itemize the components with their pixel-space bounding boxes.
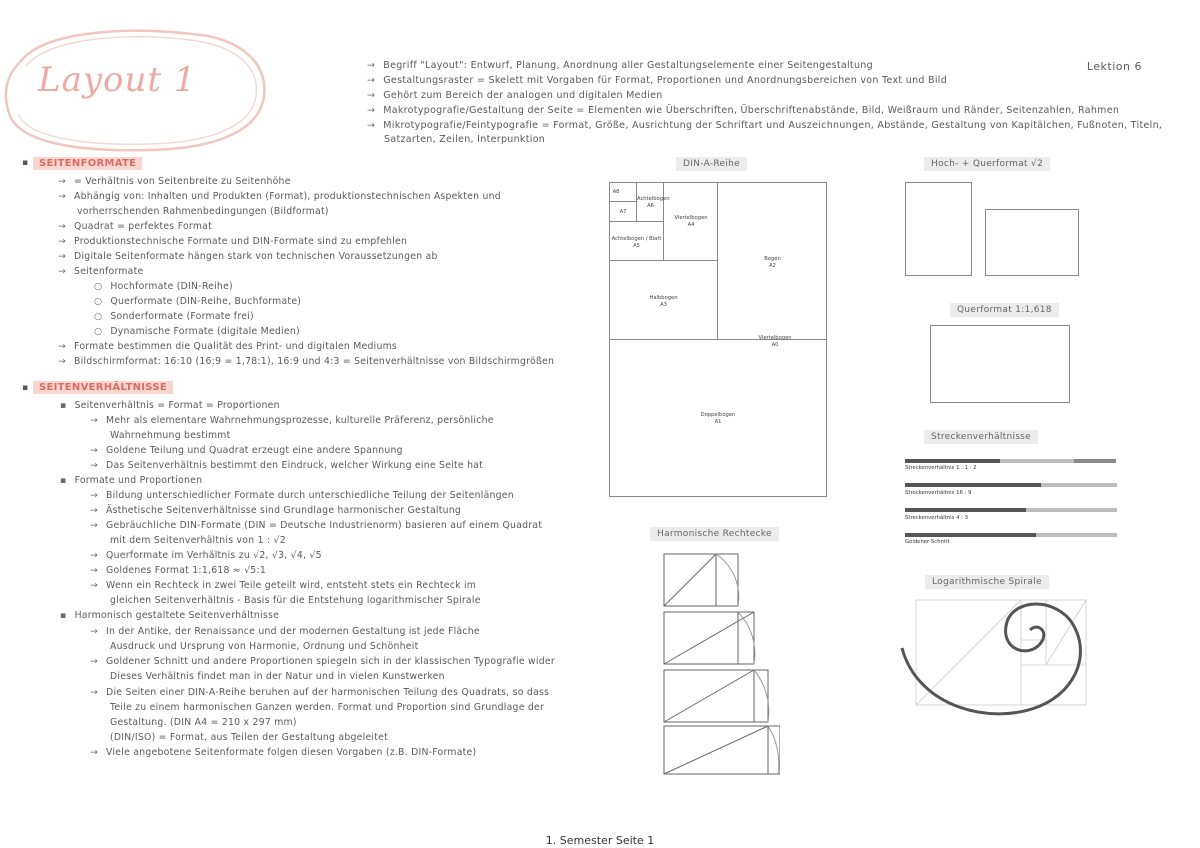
bar-label: Streckenverhältnis 1 : 1 : 2 [905,465,977,471]
golden-spiral-drawing [900,598,1090,728]
bar-row-3 [905,508,1117,512]
note-line: → Quadrat = perfektes Format [58,221,212,232]
bar-segment [905,508,1026,512]
note-line: → Digitale Seitenformate hängen stark von technischen Voraussetzungen ab [58,251,438,262]
note-line: → Produktionstechnische Formate und DIN-Formate sind zu empfehlen [58,236,408,247]
note-line: ▪ Harmonisch gestaltete Seitenverhältnisse [60,610,280,621]
hoch-querformat-label: Hoch- + Querformat √2 [924,157,1050,171]
note-line: → Gebräuchliche DIN-Formate (DIN = Deutsche Industrienorm) basieren auf einem Quadrat [90,520,543,531]
note-line: ○ Hochformate (DIN-Reihe) [94,281,233,292]
section-heading-seitenverhaeltnisse: SEITENVERHÄLTNISSE [33,381,173,394]
bar-segment [1000,459,1074,463]
note-line: → In der Antike, der Renaissance und der modernen Gestaltung ist jede Fläche [90,626,480,637]
streckenverhaeltnisse-label: Streckenverhältnisse [924,430,1038,444]
note-line: Ausdruck und Ursprung von Harmonie, Ordnung und Schönheit [110,641,419,652]
bar-segment [905,533,1036,537]
note-line: ○ Sonderformate (Formate frei) [94,311,254,322]
din-label: Achtelbogen A6 [637,196,670,209]
note-line: Teile zu einem harmonischen Ganzen werden. Format und Proportion sind Grundlage der [110,702,545,713]
note-line: → Abhängig von: Inhalten und Produkten (Format), produktionstechnischen Aspekten und [58,191,501,202]
note-line: → Bildschirmformat: 16:10 (16:9 = 1,78:1), 16:9 und 4:3 = Seitenverhältnisse von Bildschirmgrößen [58,356,555,367]
note-line: → Querformate im Verhältnis zu √2, √3, √4, √5 [90,550,322,561]
din-label: A7 [619,209,627,215]
bullet-icon: ▪ [22,383,29,393]
note-line: → Viele angebotene Seitenformate folgen diesen Vorgaben (z.B. DIN-Formate) [90,747,477,758]
harmonic-rectangles-drawing [660,552,780,778]
din-label: Halbbogen A3 [649,295,678,308]
page-footer: 1. Semester Seite 1 [545,834,655,847]
note-line: Wahrnehmung bestimmt [110,430,231,441]
hochformat-rect [905,182,972,276]
bar-segment [1041,483,1117,487]
header-note: → Makrotypografie/Gestaltung der Seite = Elementen wie Überschriften, Überschriftenabstände, Bild, Weißraum und Ränder, Seitenzahlen, Rahmen [367,105,1120,116]
note-line: vorherrschenden Rahmenbedingungen (Bildformat) [77,206,329,217]
note-line: → Bildung unterschiedlicher Formate durch unterschiedliche Teilung der Seitenlängen [90,490,514,501]
din-label: Viertelbogen A4 [674,215,708,228]
din-reihe-label: DIN-A-Reihe [676,157,747,171]
note-line: → Goldener Schnitt und andere Proportionen spiegeln sich in der klassischen Typografie wider [90,656,555,667]
note-line: → Die Seiten einer DIN-A-Reihe beruhen auf der harmonischen Teilung des Quadrats, so dass [90,687,550,698]
note-line: → Wenn ein Rechteck in zwei Teile geteilt wird, entsteht stets ein Rechteck im [90,580,477,591]
header-note: → Mikrotypografie/Feintypografie = Format, Größe, Ausrichtung der Schriftart und Auszeichnungen, Abstände, Gestaltung von Kapitälchen, Fußnoten, Titeln, [367,120,1163,131]
din-label: Viertelbogen A0 [758,335,792,348]
note-line: Dieses Verhältnis findet man in der Natur und in vielen Kunstwerken [110,671,445,682]
bar-row-4 [905,533,1117,537]
note-line: (DIN/ISO) = Format, aus Teilen der Gestaltung abgeleitet [110,732,389,743]
spirale-label: Logarithmische Spirale [925,575,1049,589]
note-line: → Goldene Teilung und Quadrat erzeugt eine andere Spannung [90,445,403,456]
bar-row-1 [905,459,1117,463]
note-line: → Ästhetische Seitenverhältnisse sind Grundlage harmonischer Gestaltung [90,505,462,516]
note-line: mit dem Seitenverhältnis von 1 : √2 [110,535,286,546]
lesson-label: Lektion 6 [1086,60,1142,73]
golden-querformat-rect [930,325,1070,403]
note-line: → Goldenes Format 1:1,618 ≈ √5:1 [90,565,267,576]
bar-row-2 [905,483,1117,487]
bar-label: Goldener Schnitt [905,539,950,545]
note-line: ▪ Seitenverhältnis = Format = Proportionen [60,400,280,411]
header-note: Satzarten, Zeilen, Interpunktion [384,134,546,145]
note-line: → Formate bestimmen die Qualität des Print- und digitalen Mediums [58,341,398,352]
header-note: → Gehört zum Bereich der analogen und digitalen Medien [367,90,663,101]
note-line: → Das Seitenverhältnis bestimmt den Eindruck, welcher Wirkung eine Seite hat [90,460,484,471]
bar-label: Streckenverhältnis 4 : 3 [905,515,968,521]
din-label: Achtelbogen / Blatt A5 [611,236,662,249]
note-line: ▪ Formate und Proportionen [60,475,203,486]
note-line: ○ Dynamische Formate (digitale Medien) [94,326,300,337]
din-label: Bogen A2 [764,256,781,269]
page-title: Layout 1 [38,60,197,100]
querformat-rect [985,209,1079,276]
bar-segment [1036,533,1117,537]
din-label: A8 [612,189,620,195]
note-line: → Seitenformate [58,266,144,277]
bullet-icon: ▪ [22,158,29,168]
header-note: → Begriff "Layout": Entwurf, Planung, Anordnung aller Gestaltungselemente einer Seitengestaltung [367,60,873,71]
bar-segment [1074,459,1116,463]
bar-segment [905,459,1000,463]
querformat-golden-label: Querformat 1:1,618 [950,303,1059,317]
note-line: ○ Querformate (DIN-Reihe, Buchformate) [94,296,302,307]
bar-segment [905,483,1041,487]
bar-segment [1026,508,1117,512]
note-line: Gestaltung. (DIN A4 = 210 x 297 mm) [110,717,297,728]
header-note: → Gestaltungsraster = Skelett mit Vorgaben für Format, Proportionen und Anordnungsbereichen von Text und Bild [367,75,948,86]
din-label: Doppelbogen A1 [700,412,736,425]
section-heading-seitenformate: SEITENFORMATE [33,157,142,170]
note-line: → = Verhältnis von Seitenbreite zu Seitenhöhe [58,176,291,187]
harmonische-rechtecke-label: Harmonische Rechtecke [650,527,779,541]
note-line: → Mehr als elementare Wahrnehmungsprozesse, kulturelle Präferenz, persönliche [90,415,494,426]
bar-label: Streckenverhältnis 16 : 9 [905,490,972,496]
note-line: gleichen Seitenverhältnis - Basis für die Entstehung logarithmischer Spirale [110,595,481,606]
